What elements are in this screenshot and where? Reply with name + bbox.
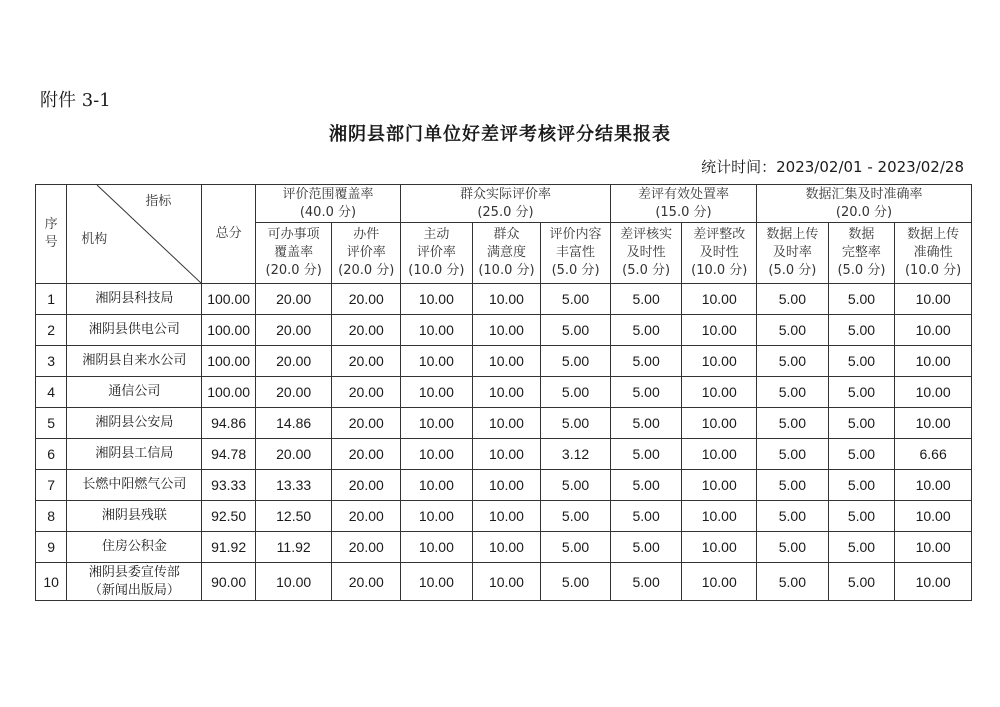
org-name: 长燃中阳燃气公司 bbox=[67, 470, 202, 501]
score-cell: 10.00 bbox=[682, 346, 757, 377]
score-cell: 20.00 bbox=[332, 377, 401, 408]
score-cell: 10.00 bbox=[472, 439, 541, 470]
header-indicator: 指标 bbox=[145, 194, 172, 209]
org-name: 湘阴县自来水公司 bbox=[67, 346, 202, 377]
score-cell: 5.00 bbox=[757, 470, 829, 501]
score-cell: 10.00 bbox=[895, 501, 972, 532]
total-score: 91.92 bbox=[202, 532, 255, 563]
score-cell: 20.00 bbox=[255, 439, 332, 470]
score-cell: 10.00 bbox=[682, 439, 757, 470]
score-cell: 5.00 bbox=[541, 563, 611, 601]
score-cell: 5.00 bbox=[541, 284, 611, 315]
header-diagonal bbox=[67, 185, 202, 284]
score-cell: 20.00 bbox=[255, 377, 332, 408]
score-cell: 20.00 bbox=[332, 315, 401, 346]
org-name: 通信公司 bbox=[67, 377, 202, 408]
total-score: 100.00 bbox=[202, 377, 255, 408]
table-row bbox=[36, 532, 972, 563]
table-row bbox=[36, 501, 972, 532]
total-score: 100.00 bbox=[202, 346, 255, 377]
table-row bbox=[36, 470, 972, 501]
attachment-label: 附件 3-1 bbox=[40, 90, 111, 111]
score-cell: 5.00 bbox=[541, 408, 611, 439]
score-cell: 5.00 bbox=[757, 439, 829, 470]
header-sub: 数据上传 准确性 (10.0 分) bbox=[895, 223, 972, 284]
score-cell: 5.00 bbox=[610, 377, 682, 408]
row-number: 6 bbox=[36, 439, 67, 470]
score-cell: 5.00 bbox=[541, 346, 611, 377]
score-cell: 10.00 bbox=[472, 532, 541, 563]
header-group-evaluation: 群众实际评价率 (25.0 分) bbox=[401, 185, 611, 223]
score-cell: 10.00 bbox=[401, 284, 473, 315]
score-cell: 20.00 bbox=[332, 501, 401, 532]
row-number: 10 bbox=[36, 563, 67, 601]
score-cell: 6.66 bbox=[895, 439, 972, 470]
score-cell: 10.00 bbox=[682, 377, 757, 408]
score-cell: 5.00 bbox=[610, 284, 682, 315]
total-score: 100.00 bbox=[202, 315, 255, 346]
page-title: 湘阴县部门单位好差评考核评分结果报表 bbox=[329, 124, 671, 145]
row-number: 1 bbox=[36, 284, 67, 315]
score-cell: 20.00 bbox=[255, 315, 332, 346]
score-cell: 10.00 bbox=[895, 563, 972, 601]
header-sub: 办件 评价率 (20.0 分) bbox=[332, 223, 401, 284]
score-cell: 10.00 bbox=[682, 532, 757, 563]
header-sub: 评价内容 丰富性 (5.0 分) bbox=[541, 223, 611, 284]
score-cell: 20.00 bbox=[332, 470, 401, 501]
score-cell: 10.00 bbox=[401, 501, 473, 532]
row-number: 8 bbox=[36, 501, 67, 532]
score-cell: 10.00 bbox=[401, 563, 473, 601]
score-cell: 20.00 bbox=[255, 284, 332, 315]
score-cell: 10.00 bbox=[401, 439, 473, 470]
score-cell: 10.00 bbox=[401, 377, 473, 408]
score-cell: 5.00 bbox=[757, 408, 829, 439]
header-org: 机构 bbox=[81, 232, 108, 247]
score-cell: 10.00 bbox=[895, 532, 972, 563]
org-name: 湘阴县科技局 bbox=[67, 284, 202, 315]
table-row bbox=[36, 563, 972, 601]
score-cell: 10.00 bbox=[401, 532, 473, 563]
row-number: 9 bbox=[36, 532, 67, 563]
score-cell: 10.00 bbox=[472, 315, 541, 346]
score-cell: 10.00 bbox=[895, 377, 972, 408]
org-name: 湘阴县供电公司 bbox=[67, 315, 202, 346]
score-cell: 10.00 bbox=[682, 284, 757, 315]
score-cell: 5.00 bbox=[828, 346, 895, 377]
score-cell: 5.00 bbox=[828, 377, 895, 408]
score-cell: 20.00 bbox=[255, 346, 332, 377]
score-cell: 20.00 bbox=[332, 346, 401, 377]
header-group-bad-review: 差评有效处置率 (15.0 分) bbox=[610, 185, 756, 223]
score-cell: 10.00 bbox=[895, 346, 972, 377]
table-row bbox=[36, 377, 972, 408]
header-group-data: 数据汇集及时准确率 (20.0 分) bbox=[757, 185, 972, 223]
header-group-coverage: 评价范围覆盖率 (40.0 分) bbox=[255, 185, 400, 223]
row-number: 2 bbox=[36, 315, 67, 346]
score-cell: 10.00 bbox=[472, 563, 541, 601]
score-cell: 10.00 bbox=[682, 501, 757, 532]
score-cell: 5.00 bbox=[828, 439, 895, 470]
org-name: 湘阴县工信局 bbox=[67, 439, 202, 470]
score-cell: 5.00 bbox=[610, 532, 682, 563]
table-row bbox=[36, 439, 972, 470]
score-cell: 5.00 bbox=[757, 563, 829, 601]
score-cell: 10.00 bbox=[472, 501, 541, 532]
score-cell: 12.50 bbox=[255, 501, 332, 532]
score-cell: 10.00 bbox=[401, 346, 473, 377]
score-cell: 5.00 bbox=[828, 470, 895, 501]
header-sub: 数据 完整率 (5.0 分) bbox=[828, 223, 895, 284]
score-cell: 5.00 bbox=[828, 501, 895, 532]
score-cell: 10.00 bbox=[472, 408, 541, 439]
row-number: 7 bbox=[36, 470, 67, 501]
score-cell: 5.00 bbox=[610, 315, 682, 346]
score-cell: 10.00 bbox=[472, 284, 541, 315]
score-cell: 10.00 bbox=[895, 408, 972, 439]
score-cell: 5.00 bbox=[828, 532, 895, 563]
score-cell: 10.00 bbox=[472, 346, 541, 377]
score-cell: 5.00 bbox=[828, 563, 895, 601]
score-cell: 10.00 bbox=[682, 408, 757, 439]
score-cell: 10.00 bbox=[682, 563, 757, 601]
total-score: 93.33 bbox=[202, 470, 255, 501]
row-number: 5 bbox=[36, 408, 67, 439]
org-name: 住房公积金 bbox=[67, 532, 202, 563]
score-cell: 10.00 bbox=[895, 470, 972, 501]
table-row bbox=[36, 284, 972, 315]
header-sub: 主动 评价率 (10.0 分) bbox=[401, 223, 473, 284]
score-cell: 20.00 bbox=[332, 408, 401, 439]
header-sub: 可办事项 覆盖率 (20.0 分) bbox=[255, 223, 332, 284]
table-row bbox=[36, 408, 972, 439]
score-cell: 10.00 bbox=[682, 315, 757, 346]
org-name: 湘阴县委宣传部 （新闻出版局） bbox=[67, 563, 202, 601]
row-number: 3 bbox=[36, 346, 67, 377]
header-sub: 群众 满意度 (10.0 分) bbox=[472, 223, 541, 284]
score-cell: 13.33 bbox=[255, 470, 332, 501]
score-cell: 5.00 bbox=[828, 315, 895, 346]
header-seq: 序 号 bbox=[36, 185, 67, 284]
score-cell: 5.00 bbox=[541, 532, 611, 563]
score-cell: 10.00 bbox=[401, 408, 473, 439]
score-cell: 10.00 bbox=[472, 470, 541, 501]
org-name: 湘阴县残联 bbox=[67, 501, 202, 532]
score-cell: 10.00 bbox=[895, 315, 972, 346]
score-cell: 5.00 bbox=[757, 315, 829, 346]
score-cell: 20.00 bbox=[332, 563, 401, 601]
score-cell: 5.00 bbox=[610, 346, 682, 377]
score-cell: 10.00 bbox=[401, 470, 473, 501]
org-name: 湘阴县公安局 bbox=[67, 408, 202, 439]
score-cell: 5.00 bbox=[541, 470, 611, 501]
score-cell: 20.00 bbox=[332, 532, 401, 563]
score-cell: 5.00 bbox=[757, 284, 829, 315]
header-sub: 差评核实 及时性 (5.0 分) bbox=[610, 223, 682, 284]
header-sub: 差评整改 及时性 (10.0 分) bbox=[682, 223, 757, 284]
score-cell: 5.00 bbox=[610, 408, 682, 439]
table-row bbox=[36, 315, 972, 346]
score-cell: 5.00 bbox=[828, 408, 895, 439]
score-cell: 5.00 bbox=[757, 501, 829, 532]
score-cell: 20.00 bbox=[332, 284, 401, 315]
score-table bbox=[35, 184, 972, 601]
score-cell: 10.00 bbox=[472, 377, 541, 408]
score-cell: 5.00 bbox=[541, 315, 611, 346]
score-cell: 5.00 bbox=[541, 501, 611, 532]
header-sub: 数据上传 及时率 (5.0 分) bbox=[757, 223, 829, 284]
score-cell: 10.00 bbox=[255, 563, 332, 601]
score-cell: 14.86 bbox=[255, 408, 332, 439]
score-cell: 10.00 bbox=[401, 315, 473, 346]
score-cell: 5.00 bbox=[757, 346, 829, 377]
score-cell: 5.00 bbox=[757, 377, 829, 408]
table-row bbox=[36, 346, 972, 377]
score-cell: 10.00 bbox=[682, 470, 757, 501]
score-cell: 10.00 bbox=[895, 284, 972, 315]
header-total: 总分 bbox=[202, 185, 255, 284]
total-score: 92.50 bbox=[202, 501, 255, 532]
score-cell: 5.00 bbox=[541, 377, 611, 408]
total-score: 100.00 bbox=[202, 284, 255, 315]
row-number: 4 bbox=[36, 377, 67, 408]
score-cell: 3.12 bbox=[541, 439, 611, 470]
score-cell: 5.00 bbox=[610, 501, 682, 532]
total-score: 90.00 bbox=[202, 563, 255, 601]
total-score: 94.78 bbox=[202, 439, 255, 470]
score-cell: 20.00 bbox=[332, 439, 401, 470]
score-cell: 11.92 bbox=[255, 532, 332, 563]
score-cell: 5.00 bbox=[610, 563, 682, 601]
score-cell: 5.00 bbox=[610, 470, 682, 501]
score-cell: 5.00 bbox=[828, 284, 895, 315]
total-score: 94.86 bbox=[202, 408, 255, 439]
stat-time: 统计时间：2023/02/01 - 2023/02/28 bbox=[701, 158, 964, 176]
score-cell: 5.00 bbox=[610, 439, 682, 470]
score-cell: 5.00 bbox=[757, 532, 829, 563]
